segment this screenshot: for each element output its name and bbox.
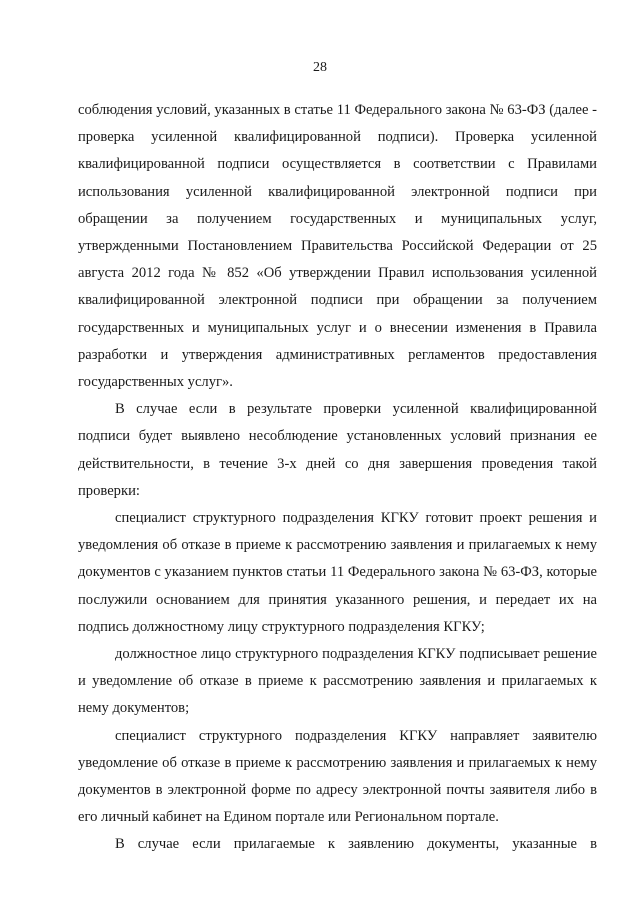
paragraph: специалист структурного подразделения КГКУ направляет заявителю уведомление об отказе в приеме к рассмотрению заявления и прилагаемых к нему документов в электронной форме по адресу электронной почты заявителя либо в его личный кабинет на Едином портале или Региональном портале. (78, 727, 597, 826)
paragraph: должностное лицо структурного подразделения КГКУ подписывает решение и уведомление об отказе в приеме к рассмотрению заявления и прилагаемых к нему документов; (78, 646, 597, 717)
paragraph: соблюдения условий, указанных в статье 11 Федерального закона № 63-ФЗ (далее - проверка усиленной квалифицированной подписи). Проверка усиленной квалифицированной подписи осуществляется в соответствии с Правилами использования усиленной квалифицированной электронной подписи при обращении за получением государственных и муниципальных услуг, утвержденными Постановлением Правительства Российской Федерации от 25 августа 2012 года № 852 «Об утверждении Правил использования усиленной квалифицированной электронной подписи при обращении за получением государственных и муниципальных услуг и о внесении изменения в Правила разработки и утверждения административных регламентов предоставления государственных услуг». (78, 102, 597, 391)
page-number: 28 (313, 60, 327, 75)
paragraph: специалист структурного подразделения КГКУ готовит проект решения и уведомления об отказе в приеме к рассмотрению заявления и прилагаемых к нему документов с указанием пунктов статьи 11 Федерального закона № 63-ФЗ, которые послужили основанием для принятия указанного решения, и передает их на подпись должностному лицу структурного подразделения КГКУ; (78, 510, 597, 635)
paragraph: В случае если прилагаемые к заявлению документы, указанные в (115, 836, 597, 853)
body-text (78, 97, 597, 859)
paragraph: В случае если в результате проверки усиленной квалифицированной подписи будет выявлено несоблюдение установленных условий признания ее действительности, в течение 3-х дней со дня завершения проведения такой проверки: (78, 401, 597, 499)
